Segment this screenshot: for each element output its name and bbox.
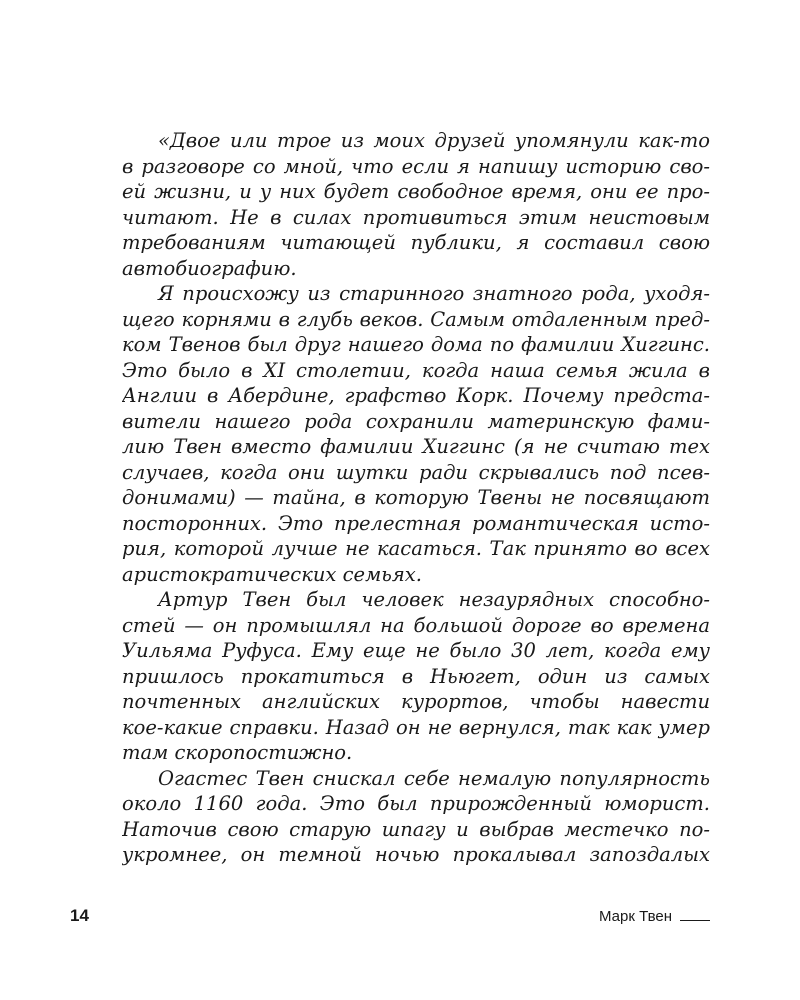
body-text [122,128,710,868]
text-line: Наточив свою старую шпагу и выбрав местечко по- [122,817,710,841]
text-line: Англии в Абердине, графство Корк. Почему предста- [122,384,710,407]
text-line: лию Твен вместо фамилии Хиггинс (я не считаю тех [122,435,710,458]
running-title-text: Марк Твен [598,908,672,925]
text-line: донимами) — тайна, в которую Твены не посвящают [122,486,710,509]
text-line: стей — он промышлял на большой дороге во времена [122,613,710,637]
text-line: случаев, когда они шутки ради скрывались под псев- [122,460,710,484]
text-line: щего корнями в глубь веков. Самым отдаленным пред- [122,307,710,331]
text-line: почтенных английских курортов, чтобы навести [122,690,710,713]
text-line: требованиям читающей публики, я составил свою [122,231,710,254]
text-line: читают. Не в силах противиться этим неистовым [122,205,710,229]
text-line: Уильяма Руфуса. Ему еще не было 30 лет, когда ему [122,639,710,662]
text-line: укромнее, он темной ночью прокалывал запоздалых [122,843,710,866]
text-line: Артур Твен был человек незаурядных способно- [158,588,710,611]
text-line: в разговоре со мной, что если я напишу историю сво- [122,154,710,178]
page-number: 14 [70,906,89,925]
text-line: «Двое или трое из моих друзей упомянули как-то [158,129,710,152]
text-line: ей жизни, и у них будет свободное время, они ее про- [122,180,710,203]
text-line: пришлось прокатиться в Ньюгет, один из самых [122,664,710,688]
text-line: аристократических семьях. [122,562,422,586]
text-line: посторонних. Это прелестная романтическая исто- [122,511,710,535]
text-line: около 1160 года. Это был прирожденный юморист. [122,792,710,815]
text-line: Я происхожу из старинного знатного рода, уходя- [158,282,710,305]
text-line: Огастес Твен снискал себе немалую популярность [158,766,710,790]
text-line: Это было в XI столетии, когда наша семья жила в [122,358,710,382]
text-line: рия, которой лучше не касаться. Так принято во всех [122,537,710,560]
running-title [599,908,710,925]
text-line: вители нашего рода сохранили материнскую фами- [122,409,710,433]
text-line: там скоропостижно. [122,741,353,764]
text-line: кое-какие справки. Назад он не вернулся, так как умер [122,715,710,739]
footer-rule [680,920,710,921]
text-line: ком Твенов был друг нашего дома по фамилии Хиггинс. [122,333,710,356]
text-line: автобиографию. [122,256,297,280]
